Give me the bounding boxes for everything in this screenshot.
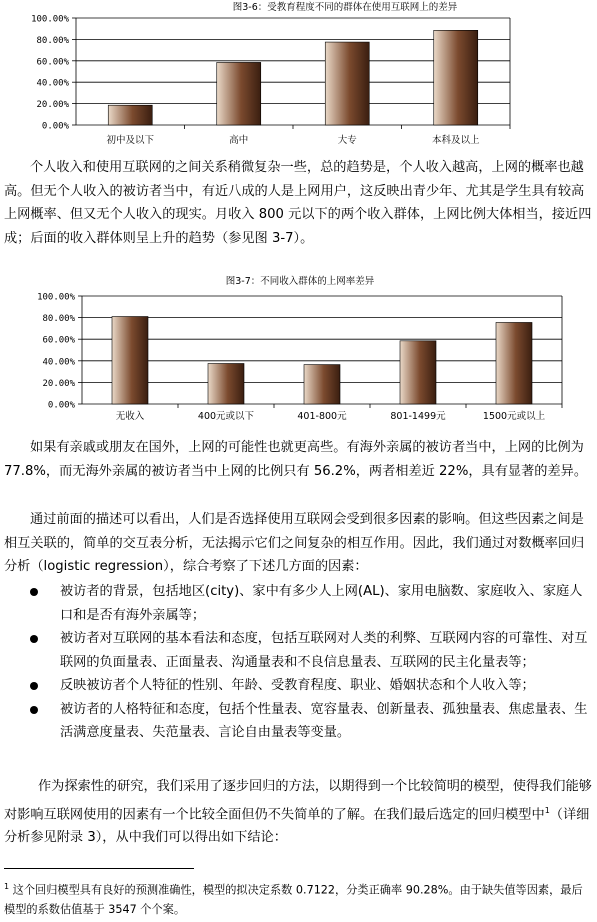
list-item-text: 反映被访者个人特征的性别、年龄、受教育程度、职业、婚姻状态和个人收入等； [60,678,535,693]
y-tick-label: 20.00% [36,100,69,111]
paragraph-model [4,775,592,850]
y-tick-label: 100.00% [31,14,69,25]
bar [108,105,152,125]
y-tick-label: 0.00% [41,121,69,132]
list-item-text: 被访者对互联网的基本看法和态度，包括互联网对人类的利弊、互联网内容的可靠性、对互联网的负面量表、正面量表、沟通量表和不良信息量表、互联网的民主化量表等； [60,631,588,670]
bar [400,341,436,404]
y-tick-label: 40.00% [42,357,75,368]
bar [304,365,340,404]
list-item [4,627,592,674]
factor-list [4,580,592,745]
chart-income [0,272,597,424]
bullet-icon [30,706,38,714]
x-tick-label: 1500元或以上 [482,411,546,422]
bar [496,322,532,404]
chart-title: 图3-7：不同收入群体的上网率差异 [225,276,375,287]
bar [112,317,148,404]
y-tick-label: 100.00% [37,292,75,303]
x-tick-label: 初中及以下 [106,135,155,146]
list-item-text: 被访者的人格特征和态度，包括个性量表、宽容量表、创新量表、孤独量表、焦虑量表、生活满意度量表、失范量表、言论自由量表等变量。 [60,701,588,740]
y-tick-label: 80.00% [36,35,69,46]
y-tick-label: 20.00% [42,378,75,389]
x-tick-label: 801-1499元 [390,411,446,422]
bullet-icon [30,682,38,690]
y-tick-label: 80.00% [42,314,75,325]
list-item [4,580,592,627]
x-tick-label: 大专 [337,135,357,146]
chart-title: 图3-6：受教育程度不同的群体在使用互联网上的差异 [232,2,458,13]
y-tick-label: 0.00% [47,400,75,411]
paragraph-overseas: 如果有亲戚或朋友在国外，上网的可能性也就更高些。有海外亲属的被访者当中，上网的比例为 77.8%，而无海外亲属的被访者当中上网的比例只有 56.2%，两者相差近 22%，具有显著的差异。 [4,440,588,479]
y-tick-label: 60.00% [42,335,75,346]
paragraph-income: 个人收入和使用互联网的之间关系稍微复杂一些，总的趋势是，个人收入越高，上网的概率也越高。但无个人收入的被访者当中，有近八成的人是上网用户，这反映出青少年、尤其是学生具有较高上网概率、但又无个人收入的现实。月收入 800 元以下的两个收入群体，上网比例大体相当，接近四成；后面的收入群体则呈上升的趋势（参见图 3-7）。 [4,160,592,246]
paragraph-model-text: 作为探索性的研究，我们采用了逐步回归的方法，以期得到一个比较简明的模型，使得我们能够对影响互联网使用的因素有一个比较全面但仍不失简单的了解。在我们最后选定的回归模型中 [4,779,592,822]
paragraph-regression: 通过前面的描述可以看出，人们是否选择使用互联网会受到很多因素的影响。但这些因素之间是相互关联的，简单的交互表分析，无法揭示它们之间复杂的相互作用。因此，我们通过对数概率回归分析（logistic regression），综合考察了下述几方面的因素： [4,512,585,574]
x-tick-label: 高中 [229,135,249,146]
x-tick-label: 400元或以下 [197,411,255,422]
bar [325,42,369,125]
bullet-icon [30,635,38,643]
bar [434,30,478,125]
bullet-icon [30,588,38,596]
bar [217,62,261,125]
footnote-reference[interactable]: 1 [544,805,550,815]
footnote-divider [4,868,194,869]
list-item [4,674,592,698]
footnote [4,877,592,919]
x-tick-label: 无收入 [115,411,145,422]
list-item [4,698,592,745]
paragraph-model-tail: （详细分析参见附录 3），从中我们可以得出如下结论： [4,806,590,846]
y-tick-label: 40.00% [36,78,69,89]
chart-income-svg [0,272,597,424]
chart-education-svg [0,0,597,150]
x-tick-label: 本科及以上 [431,135,480,146]
x-tick-label: 401-800元 [297,411,347,422]
chart-education [0,0,597,150]
y-tick-label: 60.00% [36,57,69,68]
bar [208,364,244,405]
footnote-text: 这个回归模型具有良好的预测准确性，模型的拟决定系数 0.7122，分类正确率 90.28%。由于缺失值等因素，最后模型的系数估值基于 3547 个个案。 [4,883,583,916]
list-item-text: 被访者的背景，包括地区(city)、家中有多少人上网(AL)、家用电脑数、家庭收入、家庭人口和是否有海外亲属等； [60,584,583,623]
footnote-mark: 1 [4,882,10,891]
